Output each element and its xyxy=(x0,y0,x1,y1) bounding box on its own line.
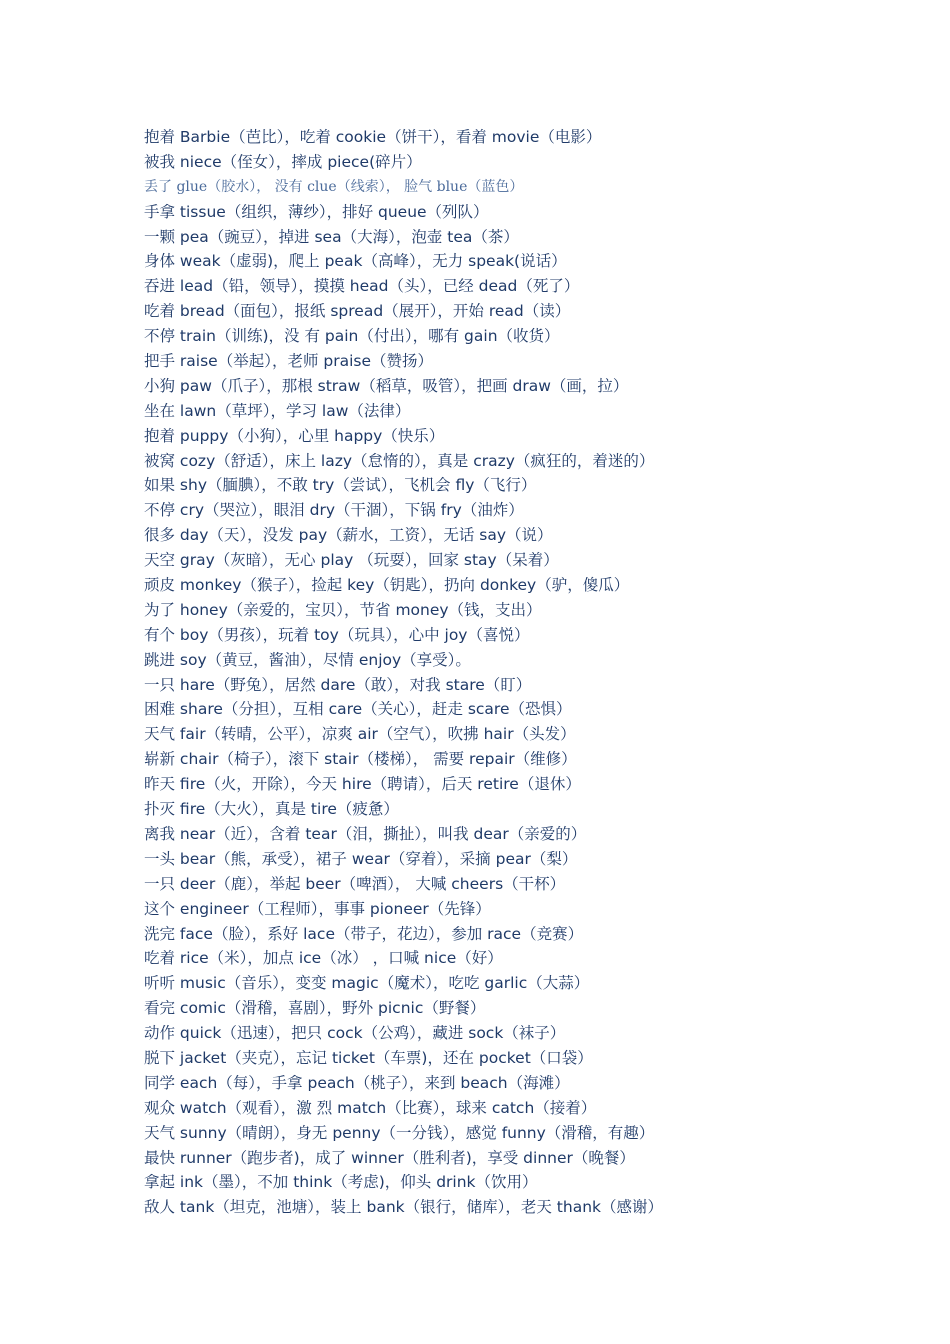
text-line: 身体 weak（虚弱)，爬上 peak（高峰），无力 speak(说话） xyxy=(144,252,567,271)
text-line: 为了 honey（亲爱的，宝贝），节省 money（钱，支出） xyxy=(144,600,542,619)
text-line: 一只 deer（鹿），举起 beer（啤酒）， 大喊 cheers（干杯） xyxy=(144,874,566,893)
text-line: 抱着 puppy（小狗），心里 happy（快乐） xyxy=(144,426,445,445)
text-line: 把手 raise（举起），老师 praise（赞扬） xyxy=(144,352,434,371)
text-line: 很多 day（天），没发 pay（薪水，工资），无话 say（说） xyxy=(144,526,553,545)
text-line: 有个 boy（男孩），玩着 toy（玩具），心中 joy（喜悦） xyxy=(144,625,530,644)
text-line: 吃着 bread（面包），报纸 spread（展开），开始 read（读） xyxy=(144,302,571,321)
text-line: 昨天 fire（火，开除），今天 hire（聘请），后天 retire（退休） xyxy=(144,775,581,794)
text-line: 手拿 tissue（组织，薄纱），排好 queue（列队） xyxy=(144,202,489,221)
text-line: 不停 cry（哭泣），眼泪 dry（干涸），下锅 fry（油炸） xyxy=(144,501,524,520)
text-line: 一颗 pea（豌豆），掉进 sea（大海），泡壶 tea（茶） xyxy=(144,227,519,246)
text-line: 被我 niece（侄女），摔成 piece(碎片） xyxy=(144,152,422,171)
text-line: 跳进 soy（黄豆，酱油），尽情 enjoy（享受）。 xyxy=(144,650,471,669)
text-line: 吃着 rice（米），加点 ice（冰） ，口喊 nice（好） xyxy=(144,949,503,968)
text-line: 天气 fair（转晴，公平），凉爽 air（空气），吹拂 hair（头发） xyxy=(144,725,576,744)
text-line: 扑灭 fire（大火），真是 tire（疲惫） xyxy=(144,800,399,819)
text-line: 被窝 cozy（舒适），床上 lazy（怠惰的），真是 crazy（疯狂的，着迷的） xyxy=(144,451,655,470)
text-line: 坐在 lawn（草坪），学习 law（法律） xyxy=(144,401,411,420)
text-line: 离我 near（近），含着 tear（泪，撕扯），叫我 dear（亲爱的） xyxy=(144,824,587,843)
text-line: 同学 each（每），手拿 peach（桃子），来到 beach（海滩） xyxy=(144,1073,570,1092)
text-line: 不停 train（训练)，没 有 pain（付出），哪有 gain（收货） xyxy=(144,327,560,346)
text-line: 看完 comic（滑稽，喜剧），野外 picnic（野餐） xyxy=(144,999,486,1018)
text-line: 顽皮 monkey（猴子），捡起 key（钥匙），扔向 donkey（驴，傻瓜） xyxy=(144,576,630,595)
text-line: 抱着 Barbie（芭比），吃着 cookie（饼干），看着 movie（电影） xyxy=(144,128,602,146)
text-line: 敌人 tank（坦克，池塘），装上 bank（银行，储库），老天 thank（感谢） xyxy=(144,1198,663,1217)
text-line: 这个 engineer（工程师），事事 pioneer（先锋） xyxy=(144,899,491,918)
text-line: 吞进 lead（铅，领导），摸摸 head（头），已经 dead（死了） xyxy=(144,277,580,296)
text-line: 一头 bear（熊，承受），裙子 wear（穿着），采摘 pear（梨） xyxy=(144,849,578,868)
text-line: 天空 gray（灰暗），无心 play （玩耍），回家 stay（呆着） xyxy=(144,551,559,570)
text-line: 拿起 ink（墨），不加 think（考虑)，仰头 drink（饮用） xyxy=(144,1173,538,1192)
text-line: 观众 watch（观看），激 烈 match（比赛），球来 catch（接着） xyxy=(144,1098,597,1117)
text-line: 崭新 chair（椅子），滚下 stair（楼梯）， 需要 repair（维修） xyxy=(144,750,577,769)
text-line: 最快 runner（跑步者)，成了 winner（胜利者)，享受 dinner（晚餐） xyxy=(144,1148,635,1167)
text-line: 天气 sunny（晴朗），身无 penny（一分钱），感觉 funny（滑稽，有趣） xyxy=(144,1123,655,1142)
text-line: 困难 share（分担），互相 care（关心），赶走 scare（恐惧） xyxy=(144,700,572,719)
text-line: 动作 quick（迅速），把只 cock（公鸡），藏进 sock（袜子） xyxy=(144,1024,566,1043)
text-line: 听听 music（音乐），变变 magic（魔术），吃吃 garlic（大蒜） xyxy=(144,974,590,993)
text-line: 如果 shy（腼腆），不敢 try（尝试），飞机会 fly（飞行） xyxy=(144,476,537,495)
text-line: 洗完 face（脸），系好 lace（带子，花边），参加 race（竞赛） xyxy=(144,924,584,943)
text-line: 脱下 jacket（夹克），忘记 ticket（车票)，还在 pocket（口袋） xyxy=(144,1048,593,1067)
text-line: 丢了 glue（胶水）， 没有 clue（线索）， 脸气 blue（蓝色） xyxy=(144,178,524,195)
text-line: 一只 hare（野兔），居然 dare（敢），对我 stare（盯） xyxy=(144,675,532,694)
text-line: 小狗 paw（爪子），那根 straw（稻草，吸管），把画 draw（画，拉） xyxy=(144,376,629,395)
rhyme-word-list xyxy=(144,125,924,1220)
